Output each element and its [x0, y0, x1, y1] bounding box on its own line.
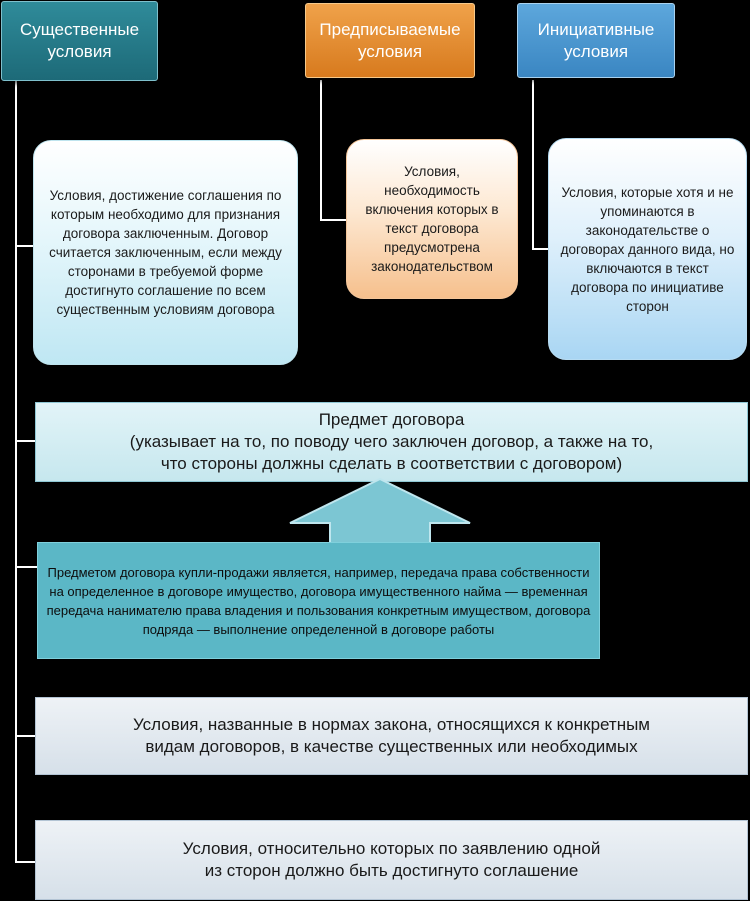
connector-party-terms	[15, 861, 35, 863]
subject-line-2: что стороны должны сделать в соответствии с договором)	[160, 454, 623, 473]
header-prescribed-terms	[305, 3, 475, 78]
law-terms-text: Условия, названные в нормах закона, относящихся к конкретным видам договоров, в качестве существенных или необходимых	[133, 715, 650, 756]
header-essential-label: Существенные условия	[19, 20, 140, 61]
examples-box	[37, 542, 600, 659]
connector-law-terms	[15, 735, 35, 737]
examples-text: Предметом договора купли-продажи является, например, передача права собственности на определенное в договоре имущество, договора имущественного найма — временная передача нанимателю права владения и пользования конкретным имуществом, договора подряда — выполнение определенной в договоре работы	[46, 564, 591, 637]
law-terms-box	[35, 697, 748, 775]
subject-of-contract-box	[35, 402, 748, 482]
card-prescribed-text: Условия, необходимость включения которых в текст договора предусмотрена законодательством	[365, 164, 499, 274]
header-prescribed-label: Предписываемые условия	[319, 19, 461, 61]
header-initiative-terms	[517, 3, 675, 78]
connector-prescribed-vertical	[320, 80, 322, 221]
header-initiative-label: Инициативные условия	[537, 19, 655, 61]
party-terms-box	[35, 820, 748, 900]
card-initiative-description	[548, 138, 747, 360]
connector-subject	[15, 440, 35, 442]
connector-card-essential	[15, 245, 35, 247]
subject-title: Предмет договора	[318, 410, 465, 429]
subject-line-1: (указывает на то, по поводу чего заключен договор, а также на то,	[129, 432, 654, 451]
party-terms-text: Условия, относительно которых по заявлению одной из сторон должно быть достигнуто соглашение	[182, 839, 601, 880]
connector-prescribed-horizontal	[320, 219, 348, 221]
card-prescribed-description	[346, 139, 518, 299]
card-essential-description	[33, 140, 298, 365]
connector-initiative-vertical	[532, 80, 534, 250]
card-essential-text: Условия, достижение соглашения по которым необходимо для признания договора заключенным. Договор считается заключенным, если между сторонами в требуемой форме достигнуто соглашение по всем существенным условиям договора	[49, 188, 282, 317]
up-arrow-icon	[270, 477, 490, 547]
connector-examples	[15, 566, 39, 568]
main-vertical-connector	[15, 80, 17, 863]
header-essential-terms	[1, 1, 158, 81]
card-initiative-text: Условия, которые хотя и не упоминаются в законодательстве о договорах данного вида, но включаются в текст договора по инициативе сторон	[560, 184, 735, 314]
